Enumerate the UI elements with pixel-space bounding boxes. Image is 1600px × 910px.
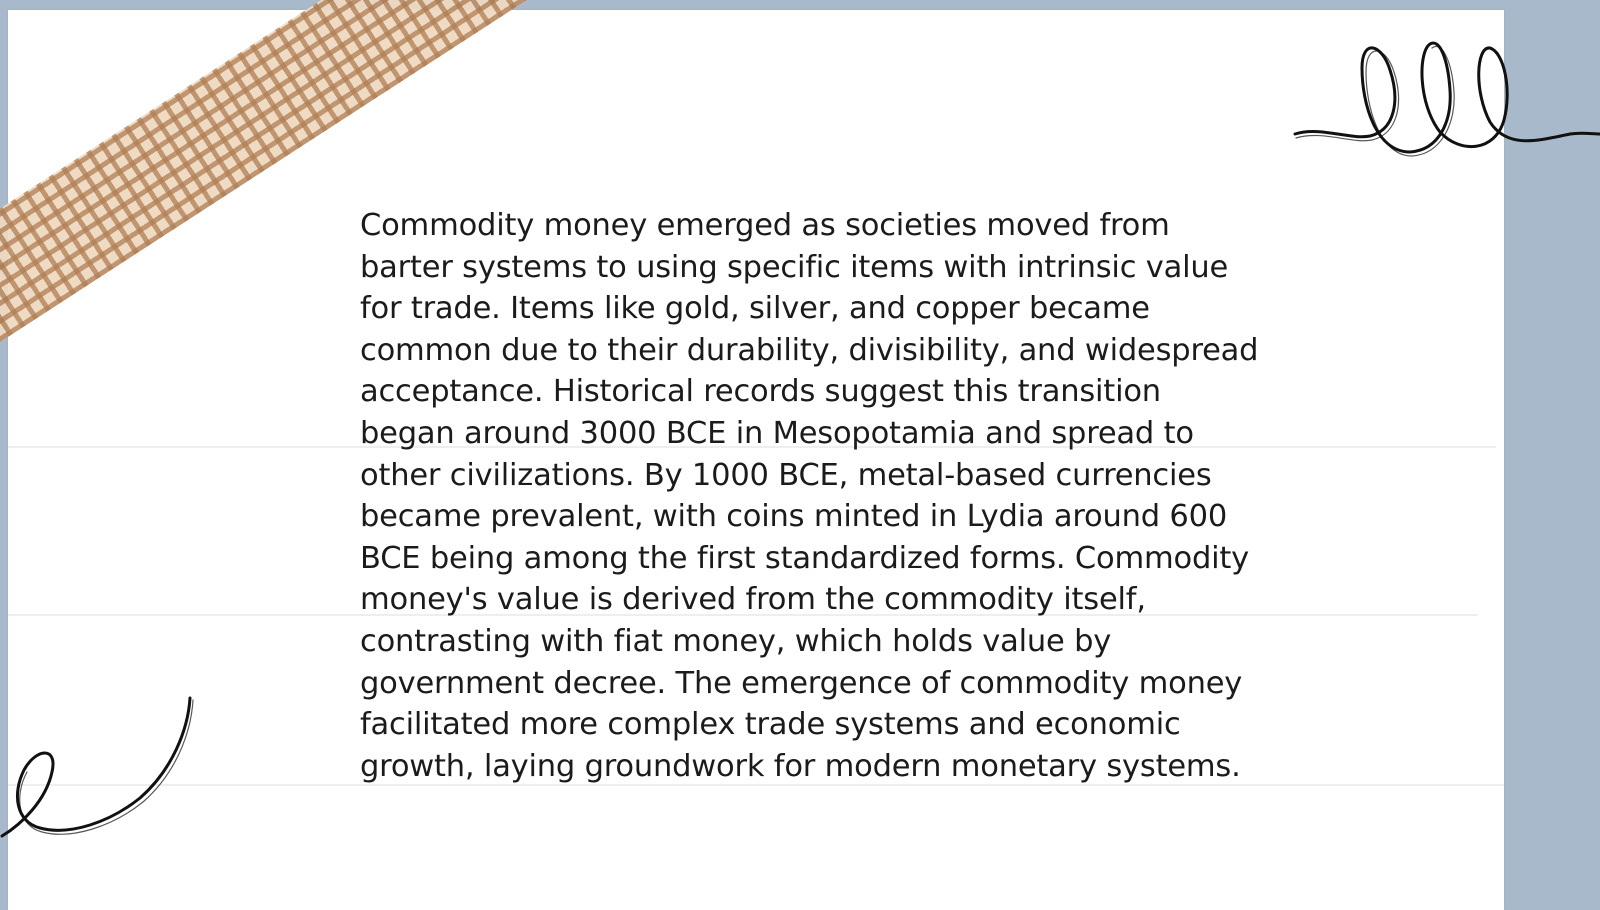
- loop-squiggle-bottom-left: [0, 690, 200, 850]
- slide-body-text: Commodity money emerged as societies moved from barter systems to using specific items with intrinsic value for trade. Items like gold, silver, and copper became common due to their durability, divisibility, and widespread acceptance. Historical records suggest this transition began around 3000 BCE in Mesopotamia and spread to other civilizations. By 1000 BCE, metal-based currencies became prevalent, with coins minted in Lydia around 600 BCE being among the first standardized forms. Commodity money's value is derived from the commodity itself, contrasting with fiat money, which holds value by government decree. The emergence of commodity money facilitated more complex trade systems and economic growth, laying groundwork for modern monetary systems.: [360, 208, 1259, 784]
- loop-squiggle-top-right: [1290, 30, 1600, 170]
